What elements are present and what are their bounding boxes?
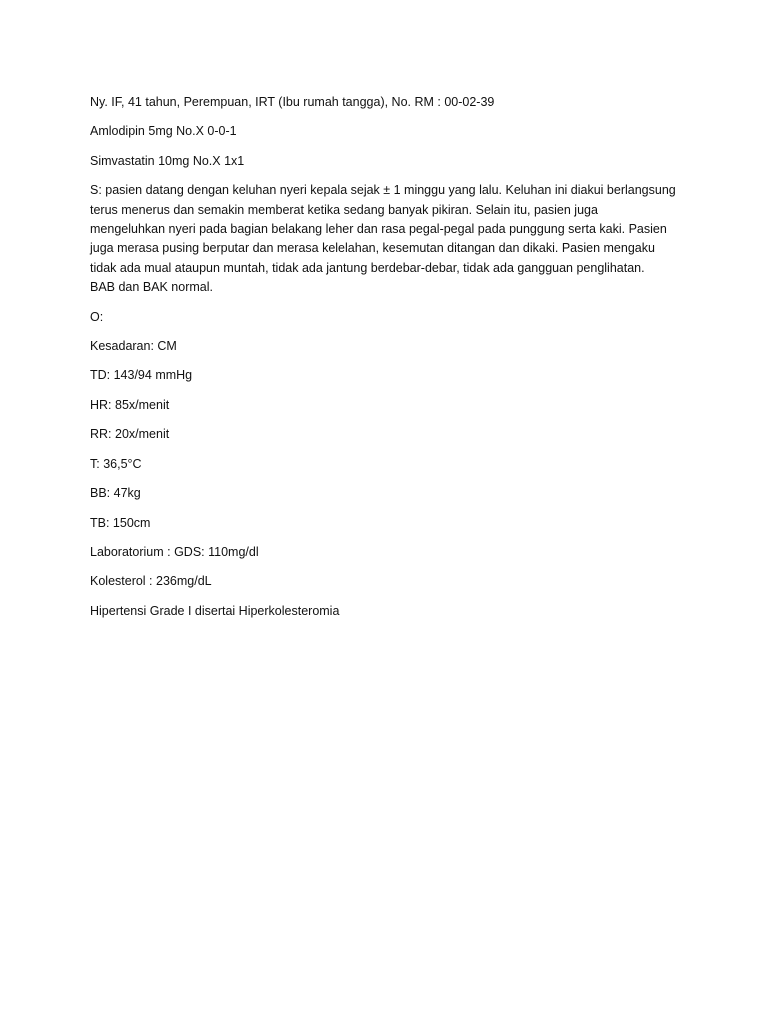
assessment-diagnosis: Hipertensi Grade I disertai Hiperkolesteromia [90,603,340,618]
berat-badan: BB: 47kg [90,486,141,501]
document-body [90,93,676,631]
subjective-line: BAB dan BAK normal. [90,280,213,295]
tekanan-darah: TD: 143/94 mmHg [90,368,193,383]
tinggi-badan: TB: 150cm [90,515,151,530]
kolesterol: Kolesterol : 236mg/dL [90,574,212,589]
subjective-line: juga merasa pusing berputar dan merasa kelelahan, kesemutan ditangan dan dikaki. Pasien mengaku [90,241,655,256]
patient-identity: Ny. IF, 41 tahun, Perempuan, IRT (Ibu rumah tangga), No. RM : 00-02-39 [90,95,495,109]
drug-amlodipin: Amlodipin 5mg No.X 0-0-1 [90,124,237,139]
subjective-line: terus menerus dan semakin memberat ketika sedang banyak pikiran. Selain itu, pasien juga [90,202,598,217]
kesadaran: Kesadaran: CM [90,339,177,354]
subjective-paragraph [90,181,676,297]
subjective-line: S: pasien datang dengan keluhan nyeri kepala sejak ± 1 minggu yang lalu. Keluhan ini diakui berlangsung [90,183,676,198]
temperature: T: 36,5°C [90,456,142,471]
laboratorium-gds: Laboratorium : GDS: 110mg/dl [90,544,259,559]
subjective-line: mengeluhkan nyeri pada bagian belakang leher dan rasa pegal-pegal pada punggung serta kaki. Pasien [90,222,667,237]
respiratory-rate: RR: 20x/menit [90,427,170,442]
drug-simvastatin: Simvastatin 10mg No.X 1x1 [90,153,245,168]
objective-heading: O: [90,309,104,324]
subjective-line: tidak ada mual ataupun muntah, tidak ada jantung berdebar-debar, tidak ada gangguan penglihatan. [90,260,645,275]
heart-rate: HR: 85x/menit [90,397,170,412]
